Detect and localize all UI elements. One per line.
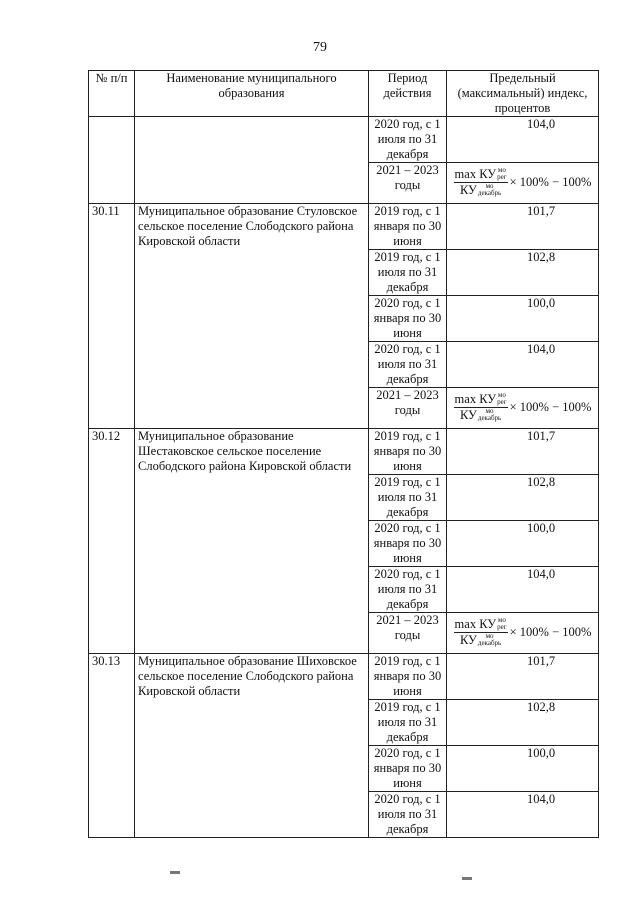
formula-fraction [454,617,508,648]
formula-den-sup: мо [485,182,494,190]
formula-tail: × 100% − 100% [509,625,592,639]
formula-numerator: max КУ [454,392,497,406]
index-cell: 100,0 [447,746,599,792]
index-cell: 104,0 [447,342,599,388]
formula-denominator: КУ [459,633,477,647]
period-cell: 2019 год, с 1 января по 30 июня [369,429,447,475]
scan-speck: ▬ [462,872,472,883]
table-row [89,429,599,475]
index-cell [447,388,599,429]
index-cell: 104,0 [447,117,599,163]
formula-den-sup: мо [485,632,494,640]
index-cell: 104,0 [447,792,599,838]
formula-tail: × 100% − 100% [509,400,592,414]
table-body [89,117,599,838]
index-cell: 100,0 [447,521,599,567]
formula-numerator: max КУ [454,617,497,631]
period-cell: 2019 год, с 1 июля по 31 декабря [369,475,447,521]
index-cell [447,163,599,204]
index-formula [450,167,595,198]
index-cell: 102,8 [447,700,599,746]
municipality-name: Муниципальное образование Шиховское сельское поселение Слободского района Кировской области [135,654,369,838]
period-cell: 2019 год, с 1 января по 30 июня [369,654,447,700]
formula-denominator: КУ [459,408,477,422]
index-formula [450,392,595,423]
formula-num-sup: мо [497,166,506,174]
formula-num-sup: мо [497,616,506,624]
period-cell: 2021 – 2023 годы [369,613,447,654]
tariff-index-table [88,70,599,838]
header-name: Наименование муниципального образования [135,71,369,117]
table-header-row [89,71,599,117]
row-number [89,117,135,204]
period-cell: 2019 год, с 1 января по 30 июня [369,204,447,250]
formula-num-sup: мо [497,391,506,399]
header-period: Период действия [369,71,447,117]
index-cell: 102,8 [447,250,599,296]
municipality-name: Муниципальное образование Шестаковское сельское поселение Слободского района Кировской области [135,429,369,654]
formula-num-sub: рег [497,173,507,181]
index-cell: 102,8 [447,475,599,521]
period-cell: 2021 – 2023 годы [369,388,447,429]
municipality-name: Муниципальное образование Стуловское сельское поселение Слободского района Кировской области [135,204,369,429]
scan-speck: ▬ [170,866,180,877]
period-cell: 2020 год, с 1 июля по 31 декабря [369,792,447,838]
table-row [89,117,599,163]
row-number: 30.13 [89,654,135,838]
period-cell: 2020 год, с 1 июля по 31 декабря [369,117,447,163]
period-cell: 2021 – 2023 годы [369,163,447,204]
index-cell: 101,7 [447,429,599,475]
header-index: Предельный (максимальный) индекс, процентов [447,71,599,117]
index-cell: 100,0 [447,296,599,342]
header-number: № п/п [89,71,135,117]
index-formula [450,617,595,648]
table-row [89,654,599,700]
formula-num-sub: рег [497,398,507,406]
row-number: 30.12 [89,429,135,654]
period-cell: 2020 год, с 1 января по 30 июня [369,746,447,792]
index-cell: 104,0 [447,567,599,613]
index-cell [447,613,599,654]
row-number: 30.11 [89,204,135,429]
period-cell: 2019 год, с 1 июля по 31 декабря [369,250,447,296]
period-cell: 2020 год, с 1 июля по 31 декабря [369,567,447,613]
municipality-name [135,117,369,204]
table-row [89,204,599,250]
formula-denominator: КУ [459,183,477,197]
period-cell: 2020 год, с 1 января по 30 июня [369,521,447,567]
formula-den-sup: мо [485,407,494,415]
period-cell: 2019 год, с 1 июля по 31 декабря [369,700,447,746]
formula-numerator: max КУ [454,167,497,181]
formula-den-sub: декабрь [477,414,502,422]
index-cell: 101,7 [447,654,599,700]
period-cell: 2020 год, с 1 января по 30 июня [369,296,447,342]
page-number: 79 [313,40,327,55]
formula-fraction [454,392,508,423]
formula-num-sub: рег [497,623,507,631]
formula-den-sub: декабрь [477,639,502,647]
period-cell: 2020 год, с 1 июля по 31 декабря [369,342,447,388]
formula-den-sub: декабрь [477,189,502,197]
index-cell: 101,7 [447,204,599,250]
formula-tail: × 100% − 100% [509,175,592,189]
formula-fraction [454,167,508,198]
